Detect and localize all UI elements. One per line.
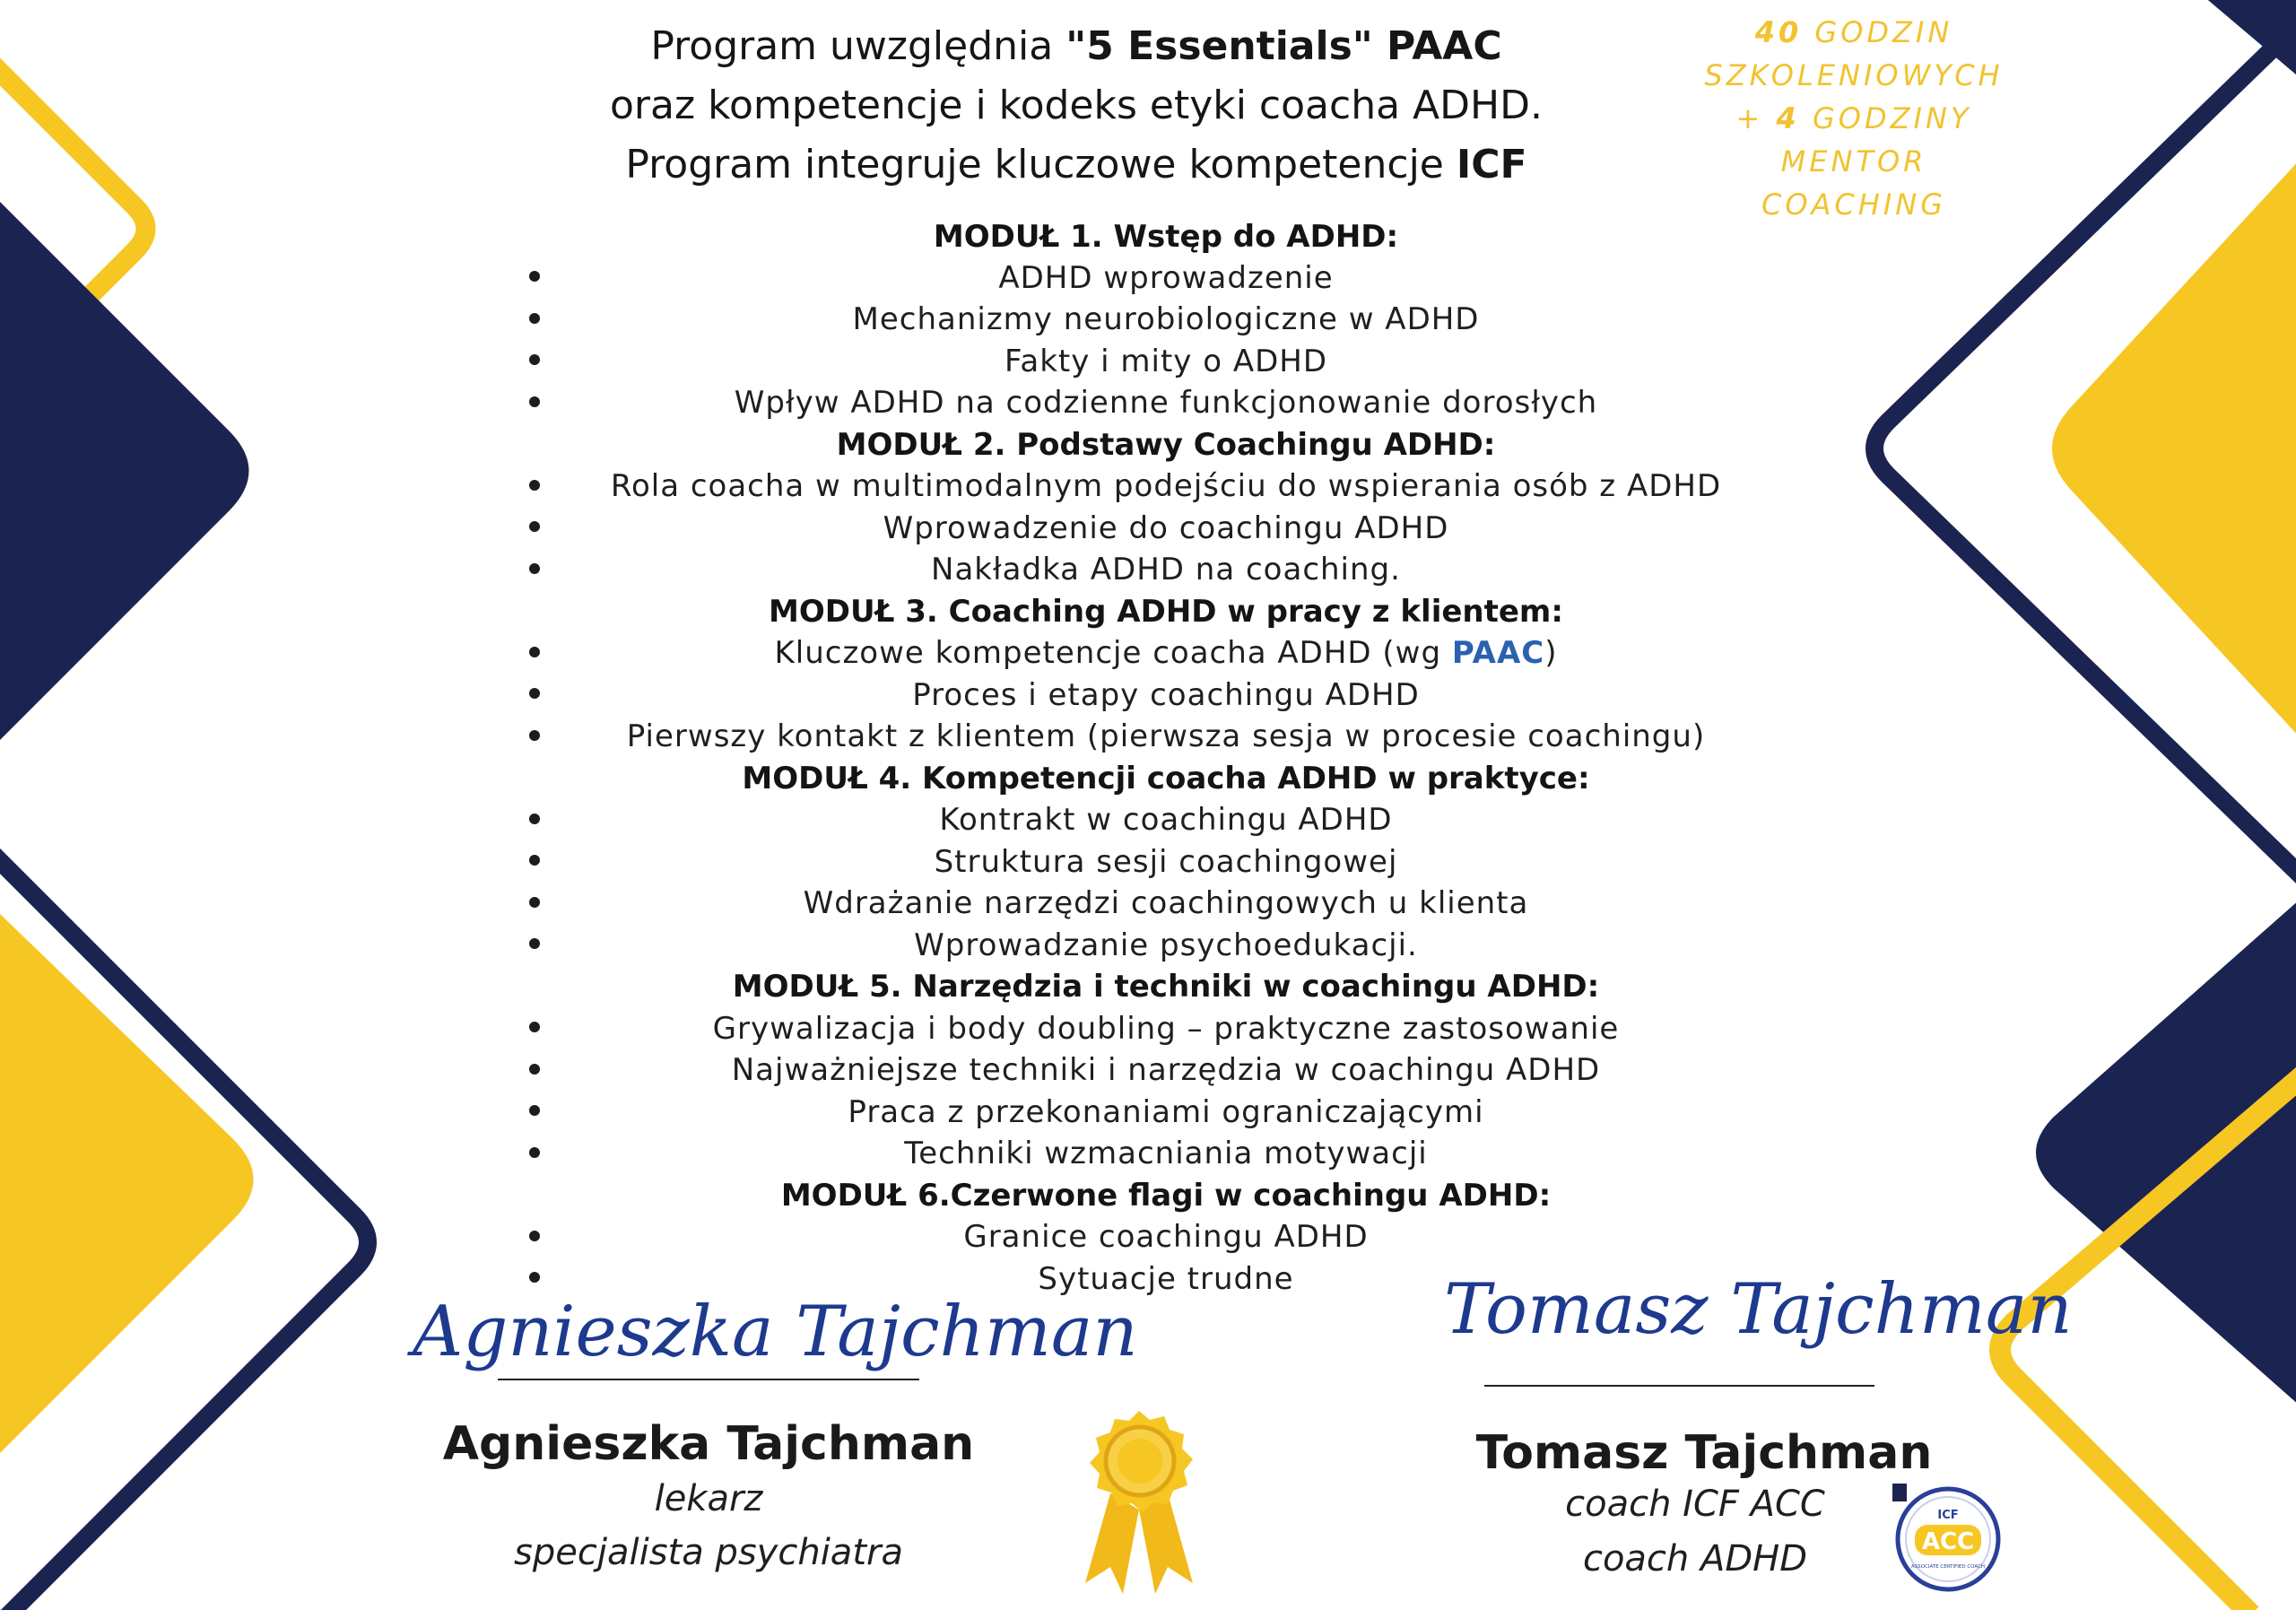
module-item: Kontrakt w coachingu ADHD xyxy=(939,802,1393,838)
module-title-1: MODUŁ 1. Wstęp do ADHD: xyxy=(933,219,1399,255)
module-item: Wprowadzenie do coachingu ADHD xyxy=(883,510,1449,546)
paac-highlight: PAAC xyxy=(1451,635,1545,671)
program-line-2: oraz kompetencje i kodeks etyki coacha ADHD. xyxy=(610,83,1543,128)
module-item: Wprowadzanie psychoedukacji. xyxy=(914,927,1418,963)
signature-right: Tomasz Tajchman xyxy=(1444,1269,2073,1350)
module-item: Techniki wzmacniania motywacji xyxy=(904,1136,1428,1171)
training-hours: 40 GODZIN SZKOLENIOWYCH + 4 GODZINY MENTOR COACHING xyxy=(1704,15,2004,222)
module-item: Granice coachingu ADHD xyxy=(963,1219,1369,1255)
svg-text:ASSOCIATE CERTIFIED COACH: ASSOCIATE CERTIFIED COACH xyxy=(1910,1564,1986,1570)
signature-left: Agnieszka Tajchman xyxy=(413,1292,1138,1372)
icf-acc-badge-icon xyxy=(1888,1478,2005,1597)
module-item: Sytuacje trudne xyxy=(1038,1261,1294,1297)
module-item: Proces i etapy coachingu ADHD xyxy=(912,677,1420,713)
module-title-3: MODUŁ 3. Coaching ADHD w pracy z klientem: xyxy=(769,594,1563,630)
module-item: Mechanizmy neurobiologiczne w ADHD xyxy=(852,301,1480,337)
module-item: ADHD wprowadzenie xyxy=(998,260,1334,296)
module-title-5: MODUŁ 5. Narzędzia i techniki w coachingu ADHD: xyxy=(732,969,1600,1005)
module-item: Pierwszy kontakt z klientem (pierwsza sesja w procesie coachingu) xyxy=(626,718,1706,754)
signature-line-left xyxy=(498,1379,919,1380)
module-item: Grywalizacja i body doubling – praktyczne zastosowanie xyxy=(712,1011,1620,1047)
deco-navy-block-bottom-right xyxy=(2036,879,2296,1426)
module-title-4: MODUŁ 4. Kompetencji coacha ADHD w praktyce: xyxy=(742,761,1590,796)
program-line-3: Program integruje kluczowe kompetencje ICF xyxy=(625,142,1527,187)
program-line-1: Program uwzględnia "5 Essentials" PAAC xyxy=(650,23,1502,69)
module-item: Wpływ ADHD na codzienne funkcjonowanie dorosłych xyxy=(734,385,1598,421)
signatory-role-left-1: lekarz xyxy=(654,1478,763,1519)
signatory-role-left-2: specjalista psychiatra xyxy=(514,1532,903,1573)
module-item: Wdrażanie narzędzi coachingowych u klienta xyxy=(803,885,1529,921)
award-rosette-icon xyxy=(1076,1404,1202,1597)
module-item: Struktura sesji coachingowej xyxy=(934,844,1398,880)
signatory-role-right-1: coach ICF ACC xyxy=(1565,1484,1825,1525)
module-item: Najważniejsze techniki i narzędzia w coachingu ADHD xyxy=(731,1052,1601,1088)
module-title-2: MODUŁ 2. Podstawy Coachingu ADHD: xyxy=(836,427,1496,463)
module-item: Fakty i mity o ADHD xyxy=(1004,344,1328,379)
svg-text:ACC: ACC xyxy=(1921,1528,1975,1555)
module-item: Kluczowe kompetencje coacha ADHD (wg PAAC) xyxy=(774,635,1558,671)
signature-line-right xyxy=(1484,1385,1874,1387)
signatory-role-right-2: coach ADHD xyxy=(1582,1538,1808,1580)
module-item: Rola coacha w multimodalnym podejściu do wspierania osób z ADHD xyxy=(610,468,1722,504)
signatory-name-left: Agnieszka Tajchman xyxy=(442,1417,975,1471)
signatory-name-right: Tomasz Tajchman xyxy=(1475,1426,1933,1480)
module-item: Nakładka ADHD na coaching. xyxy=(931,552,1401,587)
module-title-6: MODUŁ 6.Czerwone flagi w coachingu ADHD: xyxy=(780,1178,1552,1214)
module-item: Praca z przekonaniami ograniczającymi xyxy=(848,1094,1484,1130)
svg-text:ICF: ICF xyxy=(1937,1509,1959,1522)
